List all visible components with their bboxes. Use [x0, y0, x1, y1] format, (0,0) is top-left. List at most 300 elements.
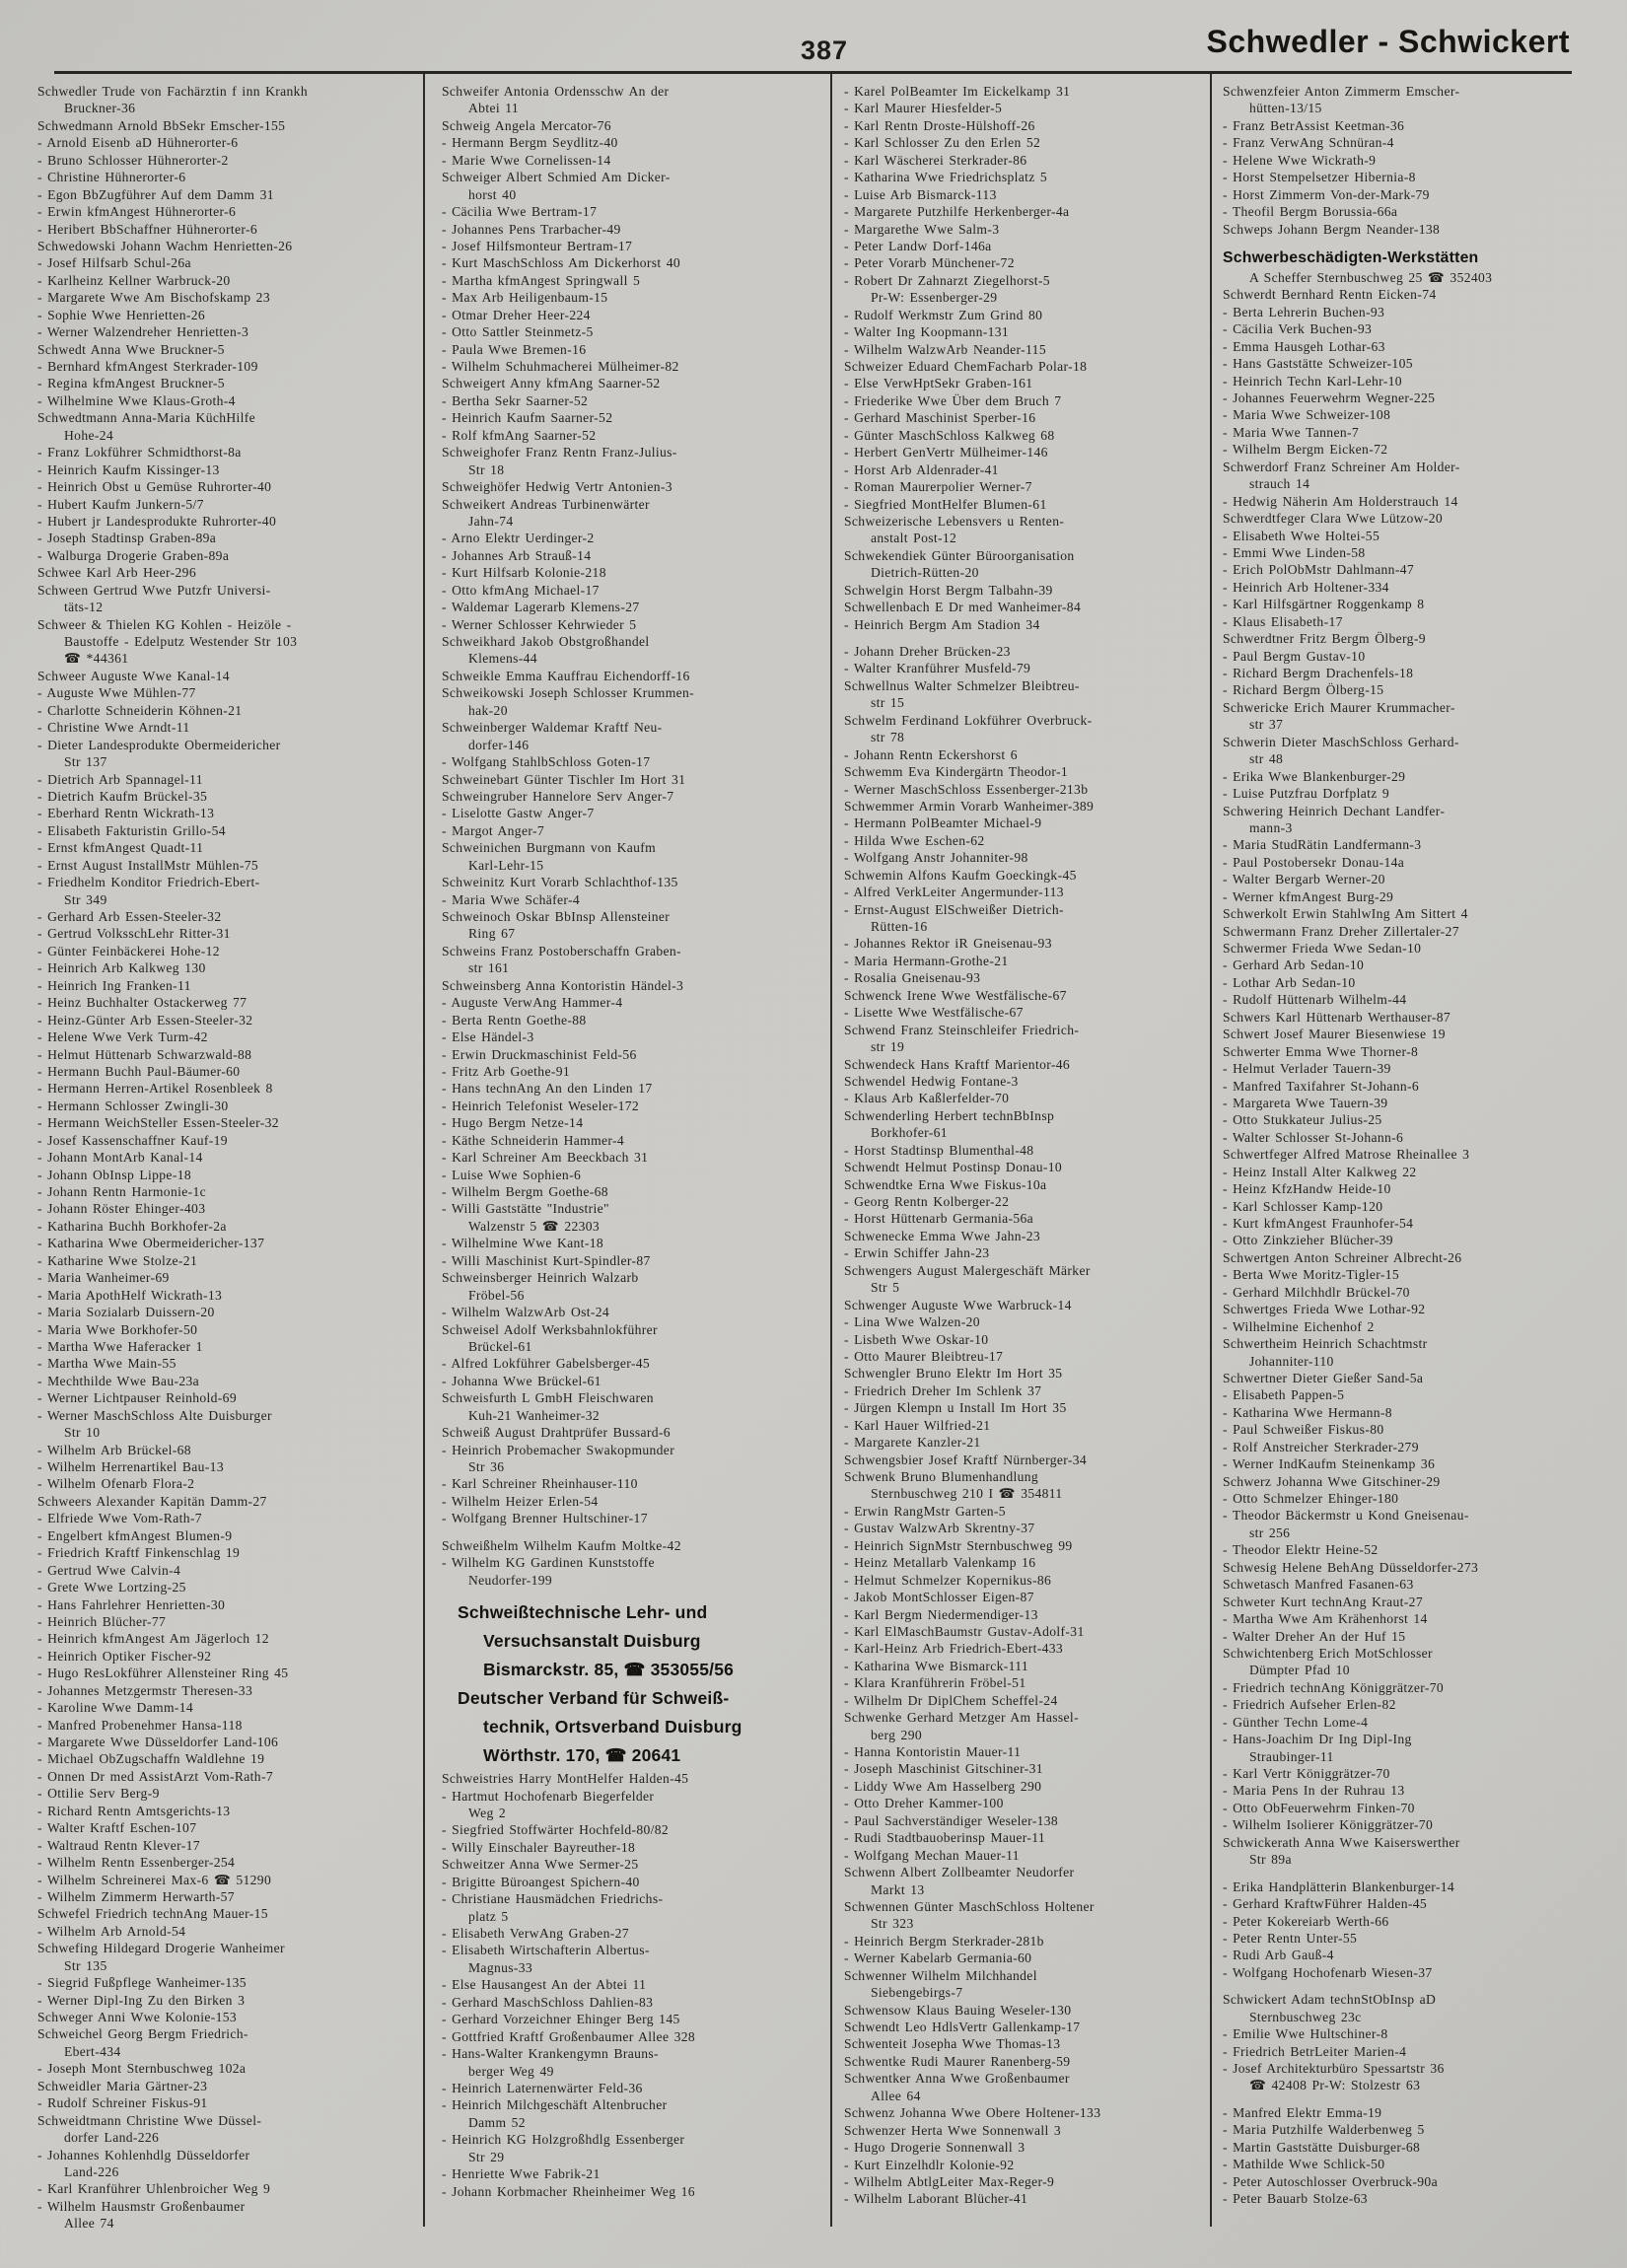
- directory-entry-continuation: täts-12: [64, 600, 104, 615]
- directory-entry-line: - Ernst August InstallMstr Mühlen-75: [37, 857, 259, 873]
- directory-entry-line: - Rudi Arb Gauß-4: [1223, 1948, 1334, 1963]
- directory-entry-line: - Martha kfmAngest Springwall 5: [442, 272, 641, 288]
- directory-entry-line: - Klaus Elisabeth-17: [1223, 613, 1343, 629]
- directory-entry-line: Schweichel Georg Bergm Friedrich-: [37, 2026, 248, 2042]
- directory-entry-line: - Josef Architekturbüro Spessartstr 36: [1223, 2061, 1445, 2076]
- directory-entry-line: - Peter Rentn Unter-55: [1223, 1930, 1358, 1946]
- directory-entry-line: - Franz VerwAng Schnüran-4: [1223, 135, 1394, 151]
- directory-entry-line: - Sophie Wwe Henrietten-26: [37, 307, 206, 322]
- directory-entry-line: - Berta Rentn Goethe-88: [442, 1012, 587, 1028]
- directory-entry-line: - Willi Maschinist Kurt-Spindler-87: [442, 1252, 651, 1268]
- directory-entry-line: - Karl-Heinz Arb Friedrich-Ebert-433: [844, 1641, 1064, 1657]
- directory-entry-line: - Gerhard Arb Essen-Steeler-32: [37, 909, 222, 924]
- directory-entry-line: Schweidler Maria Gärtner-23: [37, 2078, 208, 2093]
- directory-entry-line: - Horst Stempelsetzer Hibernia-8: [1223, 170, 1416, 185]
- directory-entry-line: - Klara Kranführerin Fröbel-51: [844, 1675, 1026, 1691]
- directory-entry-line: - Karl ElMaschBaumstr Gustav-Adolf-31: [844, 1623, 1085, 1639]
- directory-entry-line: Schwemm Eva Kindergärtn Theodor-1: [844, 764, 1069, 780]
- directory-entry-line: Schweifer Antonia Ordensschw An der: [442, 84, 670, 99]
- directory-entry-line: - Emmi Wwe Linden-58: [1223, 544, 1366, 560]
- directory-entry-line: - Franz BetrAssist Keetman-36: [1223, 117, 1405, 133]
- directory-entry-line: - Heinrich kfmAngest Am Jägerloch 12: [37, 1631, 269, 1647]
- directory-entry-line: Schweizerische Lebensvers u Renten-: [844, 513, 1065, 529]
- directory-entry-line: - Heinrich Bergm Sterkrader-281b: [844, 1933, 1044, 1949]
- directory-entry-continuation: Damm 52: [468, 2114, 526, 2130]
- directory-entry-line: - Robert Dr Zahnarzt Ziegelhorst-5: [844, 272, 1050, 288]
- directory-entry-line: - Rolf kfmAng Saarner-52: [442, 427, 597, 443]
- directory-entry-line: Schweins Franz Postoberschaffn Graben-: [442, 943, 681, 958]
- directory-entry-continuation: Str 137: [64, 754, 107, 770]
- directory-entry-line: - Rolf Anstreicher Sterkrader-279: [1223, 1439, 1419, 1454]
- directory-entry-line: - Heinrich Bergm Am Stadion 34: [844, 616, 1040, 632]
- directory-entry-line: - Paula Wwe Bremen-16: [442, 341, 587, 357]
- directory-entry-line: - Bernhard kfmAngest Sterkrader-109: [37, 359, 258, 374]
- directory-entry-continuation: str 256: [1249, 1524, 1291, 1540]
- directory-entry-line: - Kurt Hilfsarb Kolonie-218: [442, 565, 606, 581]
- directory-entry-line: - Friedrich technAng Königgrätzer-70: [1223, 1679, 1445, 1695]
- directory-entry-line: - Theodor Bäckermstr u Kond Gneisenau-: [1223, 1508, 1469, 1524]
- directory-entry-line: - Ottilie Serv Berg-9: [37, 1786, 160, 1802]
- directory-entry-continuation: str 19: [871, 1039, 905, 1055]
- directory-entry-line: Schweger Anni Wwe Kolonie-153: [37, 2010, 238, 2024]
- directory-entry-line: - Wilhelm Bergm Goethe-68: [442, 1184, 608, 1199]
- directory-column-4: [1223, 83, 1609, 2208]
- directory-entry-line: - Manfred Probenehmer Hansa-118: [37, 1717, 243, 1733]
- directory-entry-line: - Wilhelm WalzwArb Ost-24: [442, 1305, 610, 1320]
- directory-entry-line: - Joseph Maschinist Gitschiner-31: [844, 1761, 1043, 1777]
- directory-entry-line: - Christine Hühnerorter-6: [37, 170, 186, 185]
- directory-entry-line: - Arnold Eisenb aD Hühnerorter-6: [37, 135, 239, 151]
- directory-entry-line: Schwekendiek Günter Büroorganisation: [844, 547, 1075, 563]
- directory-entry-line: - Siegfried Stoffwärter Hochfeld-80/82: [442, 1822, 670, 1838]
- directory-entry-line: - Hermann Herren-Artikel Rosenbleek 8: [37, 1081, 273, 1097]
- directory-entry-line: - Werner MaschSchloss Alte Duisburger: [37, 1407, 272, 1423]
- directory-entry-line: - Hubert Kaufm Junkern-5/7: [37, 496, 204, 512]
- directory-entry-line: Schweiß August Drahtprüfer Bussard-6: [442, 1425, 671, 1441]
- directory-entry-line: - Karlheinz Kellner Warbruck-20: [37, 272, 231, 288]
- directory-entry-line: - Egon BbZugführer Auf dem Damm 31: [37, 186, 274, 202]
- directory-entry-line: Schween Gertrud Wwe Putzfr Universi-: [37, 582, 271, 598]
- directory-entry-line: Schweer & Thielen KG Kohlen - Heizöle -: [37, 616, 292, 632]
- directory-entry-line: - Dietrich Kaufm Brückel-35: [37, 788, 208, 804]
- directory-entry-line: - Martin Gaststätte Duisburger-68: [1223, 2139, 1421, 2155]
- directory-entry-line: Schwefel Friedrich technAng Mauer-15: [37, 1906, 268, 1922]
- directory-entry-line: - Max Arb Heiligenbaum-15: [442, 290, 608, 306]
- line-gap: [844, 633, 1231, 643]
- directory-entry-line: - Gertrud Wwe Calvin-4: [37, 1562, 181, 1578]
- directory-entry-continuation: Str 36: [468, 1459, 505, 1474]
- directory-entry-line: - Maria StudRätin Landfermann-3: [1223, 837, 1422, 853]
- directory-entry-continuation: hütten-13/15: [1249, 101, 1322, 116]
- directory-entry-line: - Johannes Pens Trarbacher-49: [442, 221, 621, 237]
- directory-entry-line: - Wolfgang Hochofenarb Wiesen-37: [1223, 1964, 1433, 1980]
- directory-entry-continuation: Borkhofer-61: [871, 1125, 948, 1141]
- directory-entry-continuation: Ebert-434: [64, 2043, 121, 2059]
- directory-entry-line: - Wolfgang Brenner Hultschiner-17: [442, 1511, 648, 1526]
- directory-entry-line: Schwellnus Walter Schmelzer Bleibtreu-: [844, 677, 1080, 693]
- directory-entry-line: - Maria Putzhilfe Walderbenweg 5: [1223, 2122, 1425, 2138]
- directory-entry-line: Schwertheim Heinrich Schachtmstr: [1223, 1336, 1428, 1352]
- directory-entry-line: - Karl Maurer Hiesfelder-5: [844, 101, 1003, 116]
- directory-entry-line: - Heinz Buchhalter Ostackerweg 77: [37, 995, 248, 1011]
- directory-entry-continuation: ☎ *44361: [64, 651, 129, 667]
- directory-entry-line: Schwesig Helene BehAng Düsseldorfer-273: [1223, 1559, 1479, 1575]
- directory-entry-line: - Margarete Putzhilfe Herkenberger-4a: [844, 204, 1070, 220]
- directory-entry-line: - Elfriede Wwe Vom-Rath-7: [37, 1511, 202, 1526]
- directory-entry-continuation: Str 29: [468, 2149, 505, 2164]
- directory-entry-line: - Wilhelm Hausmstr Großenbaumer: [37, 2198, 246, 2214]
- directory-entry-line: Schwedler Trude von Fachärztin f inn Krankh: [37, 84, 308, 99]
- directory-entry-line: Schweigert Anny kfmAng Saarner-52: [442, 376, 661, 391]
- directory-entry-line: - Hermann WeichSteller Essen-Steeler-32: [37, 1115, 279, 1131]
- directory-entry-line: Schweikle Emma Kauffrau Eichendorff-16: [442, 668, 690, 683]
- directory-entry-line: - Hermann Buchh Paul-Bäumer-60: [37, 1063, 241, 1079]
- directory-entry-line: - Maria Hermann-Grothe-21: [844, 953, 1009, 968]
- directory-entry-line: - Karel PolBeamter Im Eickelkamp 31: [844, 84, 1071, 99]
- directory-entry-line: - Johann MontArb Kanal-14: [37, 1150, 203, 1166]
- directory-entry-line: - Herbert GenVertr Mülheimer-146: [844, 445, 1048, 461]
- directory-entry-continuation: Sternbuschweg 210 I ☎ 354811: [871, 1486, 1063, 1502]
- directory-entry-continuation: Pr-W: Essenberger-29: [871, 290, 998, 306]
- directory-entry-line: Schwickerath Anna Wwe Kaiserswerther: [1223, 1834, 1460, 1850]
- directory-entry-line: - Friedrich BetrLeiter Marien-4: [1223, 2043, 1407, 2059]
- directory-entry-line: - Hermann PolBeamter Michael-9: [844, 815, 1042, 831]
- directory-entry-continuation: Str 18: [468, 461, 505, 477]
- directory-entry-continuation: platz 5: [468, 1908, 509, 1924]
- directory-entry-continuation: berg 290: [871, 1727, 922, 1742]
- directory-entry-line: - Johannes Kohlenhdlg Düsseldorfer: [37, 2147, 250, 2162]
- directory-entry-line: Schweers Alexander Kapitän Damm-27: [37, 1493, 267, 1509]
- directory-entry-line: - Michael ObZugschaffn Waldlehne 19: [37, 1751, 265, 1767]
- directory-entry-line: - Paul Schweißer Fiskus-80: [1223, 1422, 1384, 1438]
- directory-entry-line: - Auguste VerwAng Hammer-4: [442, 995, 623, 1011]
- directory-entry-line: - Erwin Schiffer Jahn-23: [844, 1245, 990, 1261]
- directory-entry-line: - Cäcilia Wwe Bertram-17: [442, 204, 598, 220]
- directory-entry-line: Schwerdtfeger Clara Wwe Lützow-20: [1223, 511, 1444, 527]
- directory-entry-line: - Joseph Stadtinsp Graben-89a: [37, 531, 217, 546]
- directory-entry-line: - Hans-Walter Krankengymn Brauns-: [442, 2046, 659, 2062]
- directory-entry-line: - Paul Bergm Gustav-10: [1223, 648, 1366, 664]
- line-gap: [1223, 1869, 1609, 1878]
- directory-entry-line: - Werner kfmAngest Burg-29: [1223, 888, 1394, 904]
- directory-entry-line: - Wilhelm Ofenarb Flora-2: [37, 1476, 195, 1492]
- directory-entry-line: - Käthe Schneiderin Hammer-4: [442, 1132, 625, 1148]
- directory-entry-line: - Elisabeth Fakturistin Grillo-54: [37, 822, 226, 838]
- directory-entry-line: - Walter Bergarb Werner-20: [1223, 872, 1385, 887]
- directory-entry-line: - Jürgen Klempn u Install Im Hort 35: [844, 1400, 1067, 1416]
- directory-entry-line: - Karl Schreiner Rheinhauser-110: [442, 1476, 638, 1492]
- directory-entry-line: - Margarethe Wwe Salm-3: [844, 221, 1000, 237]
- directory-entry-line: - Heinrich Blücher-77: [37, 1613, 167, 1629]
- directory-entry-line: - Walter Kranführer Musfeld-79: [844, 661, 1031, 676]
- directory-entry-line: - Willy Einschaler Bayreuther-18: [442, 1839, 636, 1855]
- directory-entry-line: Schwefing Hildegard Drogerie Wanheimer: [37, 1941, 285, 1956]
- directory-entry-line: - Werner IndKaufm Steinenkamp 36: [1223, 1456, 1436, 1472]
- directory-entry-line: Schwenteit Josepha Wwe Thomas-13: [844, 2036, 1061, 2052]
- directory-entry-line: - Wolfgang Mechan Mauer-11: [844, 1847, 1020, 1863]
- directory-entry-line: - Theofil Bergm Borussia-66a: [1223, 204, 1398, 220]
- directory-entry-line: - Heinrich Probemacher Swakopmunder: [442, 1442, 675, 1457]
- directory-entry-line: Schweistries Harry MontHelfer Halden-45: [442, 1771, 689, 1787]
- directory-entry-line: Schwerin Dieter MaschSchloss Gerhard-: [1223, 734, 1459, 749]
- directory-entry-line: - Margarete Wwe Am Bischofskamp 23: [37, 290, 270, 306]
- directory-entry-line: Schwertges Frieda Wwe Lothar-92: [1223, 1302, 1426, 1317]
- directory-entry-line: - Heinz KfzHandw Heide-10: [1223, 1181, 1391, 1197]
- directory-entry-line: - Maria Wwe Tannen-7: [1223, 424, 1360, 440]
- page-header-range: Schwedler - Schwickert: [1206, 24, 1570, 59]
- directory-entry-line: - Johann ObInsp Lippe-18: [37, 1167, 191, 1182]
- directory-entry-continuation: Allee 74: [64, 2216, 114, 2232]
- directory-entry-line: - Katharina Buchh Borkhofer-2a: [37, 1218, 227, 1234]
- directory-entry-line: - Otto Zinkzieher Blücher-39: [1223, 1233, 1393, 1248]
- directory-entry-line: Schwenke Gerhard Metzger Am Hassel-: [844, 1710, 1079, 1726]
- directory-entry-line: Schweinoch Oskar BbInsp Allensteiner: [442, 909, 671, 924]
- directory-entry-continuation: str 15: [871, 695, 905, 711]
- directory-entry-continuation: Dietrich-Rütten-20: [871, 565, 979, 581]
- directory-entry-line: - Josef Hilfsmonteur Bertram-17: [442, 238, 633, 253]
- directory-entry-line: - Karl Hauer Wilfried-21: [844, 1417, 991, 1433]
- directory-entry-line: - Richard Bergm Drachenfels-18: [1223, 666, 1414, 680]
- directory-entry-line: Schwerz Johanna Wwe Gitschiner-29: [1223, 1473, 1441, 1489]
- directory-entry-line: - Maria Wwe Borkhofer-50: [37, 1321, 198, 1337]
- directory-entry-line: - Erwin RangMstr Garten-5: [844, 1503, 1006, 1519]
- directory-entry-line: - Lisbeth Wwe Oskar-10: [844, 1331, 989, 1347]
- directory-entry-line: - Karoline Wwe Damm-14: [37, 1700, 194, 1716]
- directory-entry-line: Schweinichen Burgmann von Kaufm: [442, 840, 657, 856]
- directory-entry-line: - Walter Dreher An der Huf 15: [1223, 1628, 1406, 1644]
- directory-entry-line: - Heinrich Telefonist Weseler-172: [442, 1098, 640, 1113]
- directory-entry-line: - Johannes Rektor iR Gneisenau-93: [844, 936, 1052, 952]
- directory-entry-line: - Maria Sozialarb Duissern-20: [37, 1305, 215, 1320]
- directory-entry-line: - Christine Wwe Arndt-11: [37, 720, 190, 736]
- directory-entry-line: Schweig Angela Mercator-76: [442, 117, 611, 133]
- directory-entry-line: - Johannes Arb Strauß-14: [442, 547, 592, 563]
- directory-entry-line: - Otto ObFeuerwehrm Finken-70: [1223, 1800, 1415, 1815]
- directory-entry-line: Schwelgin Horst Bergm Talbahn-39: [844, 582, 1053, 598]
- directory-entry-continuation: Brückel-61: [468, 1338, 532, 1354]
- directory-entry-line: - Siegrid Fußpflege Wanheimer-135: [37, 1975, 247, 1991]
- directory-entry-line: - Wilhelm Laborant Blücher-41: [844, 2191, 1028, 2207]
- directory-entry-line: - Wolfgang Anstr Johanniter-98: [844, 850, 1028, 866]
- directory-entry-continuation: Jahn-74: [468, 513, 514, 529]
- directory-entry-line: Schwensow Klaus Bauing Weseler-130: [844, 2002, 1072, 2018]
- ad-block-line: Bismarckstr. 85, ☎ 353055/56: [483, 1660, 735, 1680]
- directory-entry-line: - Wilhelmine Wwe Klaus-Groth-4: [37, 392, 236, 408]
- directory-entry-line: - Engelbert kfmAngest Blumen-9: [37, 1527, 233, 1543]
- column-divider-2: [830, 74, 832, 2227]
- directory-entry-line: - Heinrich Kaufm Saarner-52: [442, 410, 613, 426]
- directory-entry-line: - Otto Sattler Steinmetz-5: [442, 324, 594, 340]
- directory-entry-line: - Wilhelm WalzwArb Neander-115: [844, 341, 1046, 357]
- directory-entry-line: Schwedt Anna Wwe Bruckner-5: [37, 341, 225, 357]
- directory-entry-line: Schwedtmann Anna-Maria KüchHilfe: [37, 410, 256, 426]
- directory-entry-line: Schweißhelm Wilhelm Kaufm Moltke-42: [442, 1537, 681, 1553]
- directory-entry-line: - Paul Sachverständiger Weseler-138: [844, 1812, 1059, 1828]
- directory-entry-line: - Hugo Bergm Netze-14: [442, 1115, 584, 1131]
- directory-entry-continuation: Abtei 11: [468, 101, 519, 116]
- directory-entry-line: - Martha Wwe Main-55: [37, 1356, 177, 1372]
- directory-entry-line: - Hedwig Näherin Am Holderstrauch 14: [1223, 493, 1458, 509]
- directory-entry-line: - Josef Hilfsarb Schul-26a: [37, 255, 191, 271]
- directory-entry-line: Schweisfurth L GmbH Fleischwaren: [442, 1390, 654, 1406]
- directory-entry-line: Schwertgen Anton Schreiner Albrecht-26: [1223, 1249, 1462, 1265]
- directory-entry-line: - Willi Gaststätte "Industrie": [442, 1201, 609, 1217]
- directory-entry-line: - Maria Wanheimer-69: [37, 1270, 170, 1286]
- directory-entry-line: Schwermer Frieda Wwe Sedan-10: [1223, 941, 1422, 956]
- directory-entry-continuation: Walzenstr 5 ☎ 22303: [468, 1218, 601, 1234]
- directory-entry-line: - Maria Pens In der Ruhrau 13: [1223, 1783, 1405, 1799]
- directory-entry-line: - Erwin Druckmaschinist Feld-56: [442, 1046, 637, 1062]
- directory-entry-line: - Karl Hilfsgärtner Roggenkamp 8: [1223, 597, 1425, 612]
- directory-entry-line: - Otto Stukkateur Julius-25: [1223, 1112, 1382, 1128]
- directory-entry-line: - Wilhelmine Wwe Kant-18: [442, 1236, 603, 1251]
- directory-entry-line: - Gertrud VolksschLehr Ritter-31: [37, 926, 231, 942]
- directory-entry-line: - Peter Autoschlosser Overbruck-90a: [1223, 2173, 1438, 2189]
- directory-entry-line: Schweikowski Joseph Schlosser Krummen-: [442, 685, 695, 701]
- directory-entry-line: Schweikert Andreas Turbinenwärter: [442, 496, 650, 512]
- directory-entry-line: Schwertner Dieter Gießer Sand-5a: [1223, 1370, 1424, 1385]
- directory-entry-line: - Gerhard Maschinist Sperber-16: [844, 410, 1036, 426]
- directory-entry-continuation: Sternbuschweg 23c: [1249, 2009, 1362, 2024]
- directory-entry-line: - Werner Kabelarb Germania-60: [844, 1950, 1032, 1966]
- directory-entry-line: Schwendeck Hans Kraftf Marientor-46: [844, 1056, 1070, 1072]
- directory-entry-line: - Alfred Lokführer Gabelsberger-45: [442, 1356, 651, 1372]
- directory-entry-line: - Johanna Wwe Brückel-61: [442, 1373, 601, 1388]
- directory-entry-continuation: Magnus-33: [468, 1959, 533, 1975]
- directory-entry-line: - Martha Wwe Haferacker 1: [37, 1338, 203, 1354]
- directory-entry-line: - Otto Schmelzer Ehinger-180: [1223, 1491, 1399, 1506]
- directory-entry-line: - Hans technAng An den Linden 17: [442, 1081, 653, 1097]
- directory-entry-line: Schweighöfer Hedwig Vertr Antonien-3: [442, 479, 672, 495]
- directory-entry-line: - Johannes Metzgermstr Theresen-33: [37, 1682, 253, 1698]
- directory-entry-line: - Maria Wwe Schweizer-108: [1223, 407, 1391, 423]
- ad-block-line: Versuchsanstalt Duisburg: [483, 1631, 701, 1652]
- directory-entry-line: - Georg Rentn Kolberger-22: [844, 1194, 1010, 1209]
- directory-entry-line: - Wilhelm Schreinerei Max-6 ☎ 51290: [37, 1872, 272, 1887]
- directory-entry-line: - Horst Zimmerm Von-der-Mark-79: [1223, 186, 1430, 202]
- directory-entry-line: Schwennen Günter MaschSchloss Holtener: [844, 1898, 1095, 1914]
- directory-entry-line: - Hermann Bergm Seydlitz-40: [442, 135, 618, 151]
- directory-entry-line: - Hugo ResLokführer Allensteiner Ring 45: [37, 1666, 289, 1681]
- directory-entry-continuation: Weg 2: [468, 1805, 507, 1820]
- directory-entry-continuation: ☎ 42408 Pr-W: Stolzestr 63: [1249, 2078, 1421, 2093]
- directory-entry-line: - Wilhelm Arb Arnold-54: [37, 1923, 186, 1939]
- directory-entry-line: Schwenn Albert Zollbeamter Neudorfer: [844, 1865, 1075, 1880]
- directory-entry-line: - Peter Kokereiarb Werth-66: [1223, 1913, 1389, 1929]
- directory-entry-continuation: Land-226: [64, 2163, 119, 2179]
- directory-entry-line: - Mechthilde Wwe Bau-23a: [37, 1373, 200, 1388]
- directory-entry-line: - Siegfried MontHelfer Blumen-61: [844, 496, 1047, 512]
- directory-entry-line: - Bruno Schlosser Hühnerorter-2: [37, 152, 229, 168]
- directory-entry-line: - Kurt MaschSchloss Am Dickerhorst 40: [442, 255, 681, 271]
- directory-entry-line: - Walter Ing Koopmann-131: [844, 324, 1010, 340]
- directory-entry-line: - Horst Arb Aldenrader-41: [844, 461, 999, 477]
- directory-entry-line: - Friedrich Dreher Im Schlenk 37: [844, 1382, 1042, 1398]
- directory-entry-line: - Friedhelm Konditor Friedrich-Ebert-: [37, 875, 260, 890]
- directory-entry-line: - Arno Elektr Uerdinger-2: [442, 531, 595, 546]
- directory-entry-line: Schwengsbier Josef Kraftf Nürnberger-34: [844, 1452, 1088, 1467]
- directory-entry-line: - Friedrich Kraftf Finkenschlag 19: [37, 1545, 241, 1561]
- directory-entry-line: - Kurt kfmAngest Fraunhofer-54: [1223, 1216, 1414, 1231]
- directory-entry-line: - Emma Hausgeh Lothar-63: [1223, 338, 1385, 354]
- directory-entry-line: - Paul Postobersekr Donau-14a: [1223, 854, 1405, 870]
- directory-entry-line: - Liselotte Gastw Anger-7: [442, 806, 595, 821]
- directory-entry-line: - Wilhelm Arb Brückel-68: [37, 1442, 191, 1457]
- directory-entry-line: - Martha Wwe Am Krähenhorst 14: [1223, 1611, 1428, 1627]
- directory-entry-line: - Karl Rentn Droste-Hülshoff-26: [844, 117, 1035, 133]
- ad-block-line: Deutscher Verband für Schweiß-: [458, 1688, 730, 1709]
- directory-entry-line: Schwendtke Erna Wwe Fiskus-10a: [844, 1176, 1047, 1192]
- directory-entry-line: - Heinz Metallarb Valenkamp 16: [844, 1555, 1036, 1571]
- directory-entry-line: - Liddy Wwe Am Hasselberg 290: [844, 1778, 1042, 1794]
- directory-entry-line: - Wilhelm Bergm Eicken-72: [1223, 442, 1388, 458]
- directory-entry-continuation: horst 40: [468, 186, 517, 202]
- directory-entry-line: - Wolfgang StahlbSchloss Goten-17: [442, 754, 651, 770]
- directory-entry-line: Schwerkolt Erwin StahlwIng Am Sittert 4: [1223, 906, 1468, 922]
- directory-entry-continuation: Fröbel-56: [468, 1287, 525, 1303]
- directory-entry-line: - Karl Wäscherei Sterkrader-86: [844, 152, 1027, 168]
- directory-entry-continuation: Siebengebirgs-7: [871, 1985, 963, 2001]
- directory-entry-line: - Otmar Dreher Heer-224: [442, 307, 591, 322]
- directory-entry-line: - Walter Schlosser St-Johann-6: [1223, 1129, 1404, 1145]
- directory-entry-line: - Peter Vorarb Münchener-72: [844, 255, 1015, 271]
- directory-entry-line: - Werner MaschSchloss Essenberger-213b: [844, 781, 1089, 797]
- directory-entry-line: - Margareta Wwe Tauern-39: [1223, 1095, 1388, 1110]
- directory-entry-line: - Otto Dreher Kammer-100: [844, 1796, 1004, 1811]
- directory-entry-line: - Katharina Wwe Obermeidericher-137: [37, 1236, 265, 1251]
- directory-entry-line: - Rosalia Gneisenau-93: [844, 970, 981, 986]
- directory-entry-line: Schweizer Eduard ChemFacharb Polar-18: [844, 359, 1088, 374]
- section-header: Schwerbeschädigten-Werkstätten: [1223, 248, 1479, 266]
- directory-entry-line: - Hilda Wwe Eschen-62: [844, 832, 985, 848]
- directory-entry-line: Schwentke Rudi Maurer Ranenberg-59: [844, 2053, 1071, 2069]
- directory-entry-line: Schweinebart Günter Tischler Im Hort 31: [442, 771, 686, 787]
- directory-entry-line: - Roman Maurerpolier Werner-7: [844, 479, 1032, 495]
- directory-entry-line: Schwenck Irene Wwe Westfälische-67: [844, 987, 1067, 1003]
- directory-entry-line: - Emilie Wwe Hultschiner-8: [1223, 2026, 1388, 2042]
- directory-entry-line: Schwenner Wilhelm Milchhandel: [844, 1967, 1037, 1983]
- header-rule: [54, 71, 1572, 74]
- directory-entry-continuation: Klemens-44: [468, 651, 537, 667]
- directory-entry-line: - Fritz Arb Goethe-91: [442, 1063, 571, 1079]
- directory-entry-line: - Gerhard MaschSchloss Dahlien-83: [442, 1994, 654, 2010]
- directory-entry-line: Schweinsberg Anna Kontoristin Händel-3: [442, 977, 684, 993]
- directory-entry-continuation: Baustoffe - Edelputz Westender Str 103: [64, 634, 298, 649]
- directory-entry-line: - Lina Wwe Walzen-20: [844, 1314, 980, 1330]
- directory-entry-line: - Gerhard Vorzeichner Ehinger Berg 145: [442, 2012, 680, 2027]
- directory-entry-line: - Else Hausangest An der Abtei 11: [442, 1977, 647, 1993]
- directory-entry-line: - Wilhelm Zimmerm Herwarth-57: [37, 1888, 235, 1904]
- directory-entry-line: - Karl Vertr Königgrätzer-70: [1223, 1766, 1390, 1781]
- directory-entry-line: Schwertfeger Alfred Matrose Rheinallee 3: [1223, 1147, 1470, 1163]
- directory-entry-line: - Waldemar Lagerarb Klemens-27: [442, 600, 640, 615]
- directory-entry-line: - Elisabeth Wirtschafterin Albertus-: [442, 1943, 650, 1958]
- directory-entry-continuation: Str 89a: [1249, 1852, 1292, 1868]
- directory-entry-line: - Marie Wwe Cornelissen-14: [442, 152, 611, 168]
- directory-entry-line: - Günter MaschSchloss Kalkweg 68: [844, 427, 1055, 443]
- directory-entry-line: - Hartmut Hochofenarb Biegerfelder: [442, 1788, 655, 1804]
- directory-entry-line: Schwemmer Armin Vorarb Wanheimer-389: [844, 798, 1095, 814]
- directory-entry-line: - Walter Kraftf Eschen-107: [37, 1820, 197, 1836]
- directory-entry-line: Schwentker Anna Wwe Großenbaumer: [844, 2071, 1070, 2087]
- directory-entry-line: Schwers Karl Hüttenarb Werthauser-87: [1223, 1009, 1451, 1025]
- directory-entry-continuation: Allee 64: [871, 2088, 921, 2103]
- directory-entry-line: - Luise Putzfrau Dorfplatz 9: [1223, 786, 1390, 802]
- directory-entry-line: - Klaus Arb Kaßlerfelder-70: [844, 1091, 1010, 1106]
- directory-entry-line: - Horst Hüttenarb Germania-56a: [844, 1211, 1034, 1227]
- directory-entry-line: - Karl Schlosser Zu den Erlen 52: [844, 135, 1041, 151]
- line-gap: [442, 1589, 828, 1598]
